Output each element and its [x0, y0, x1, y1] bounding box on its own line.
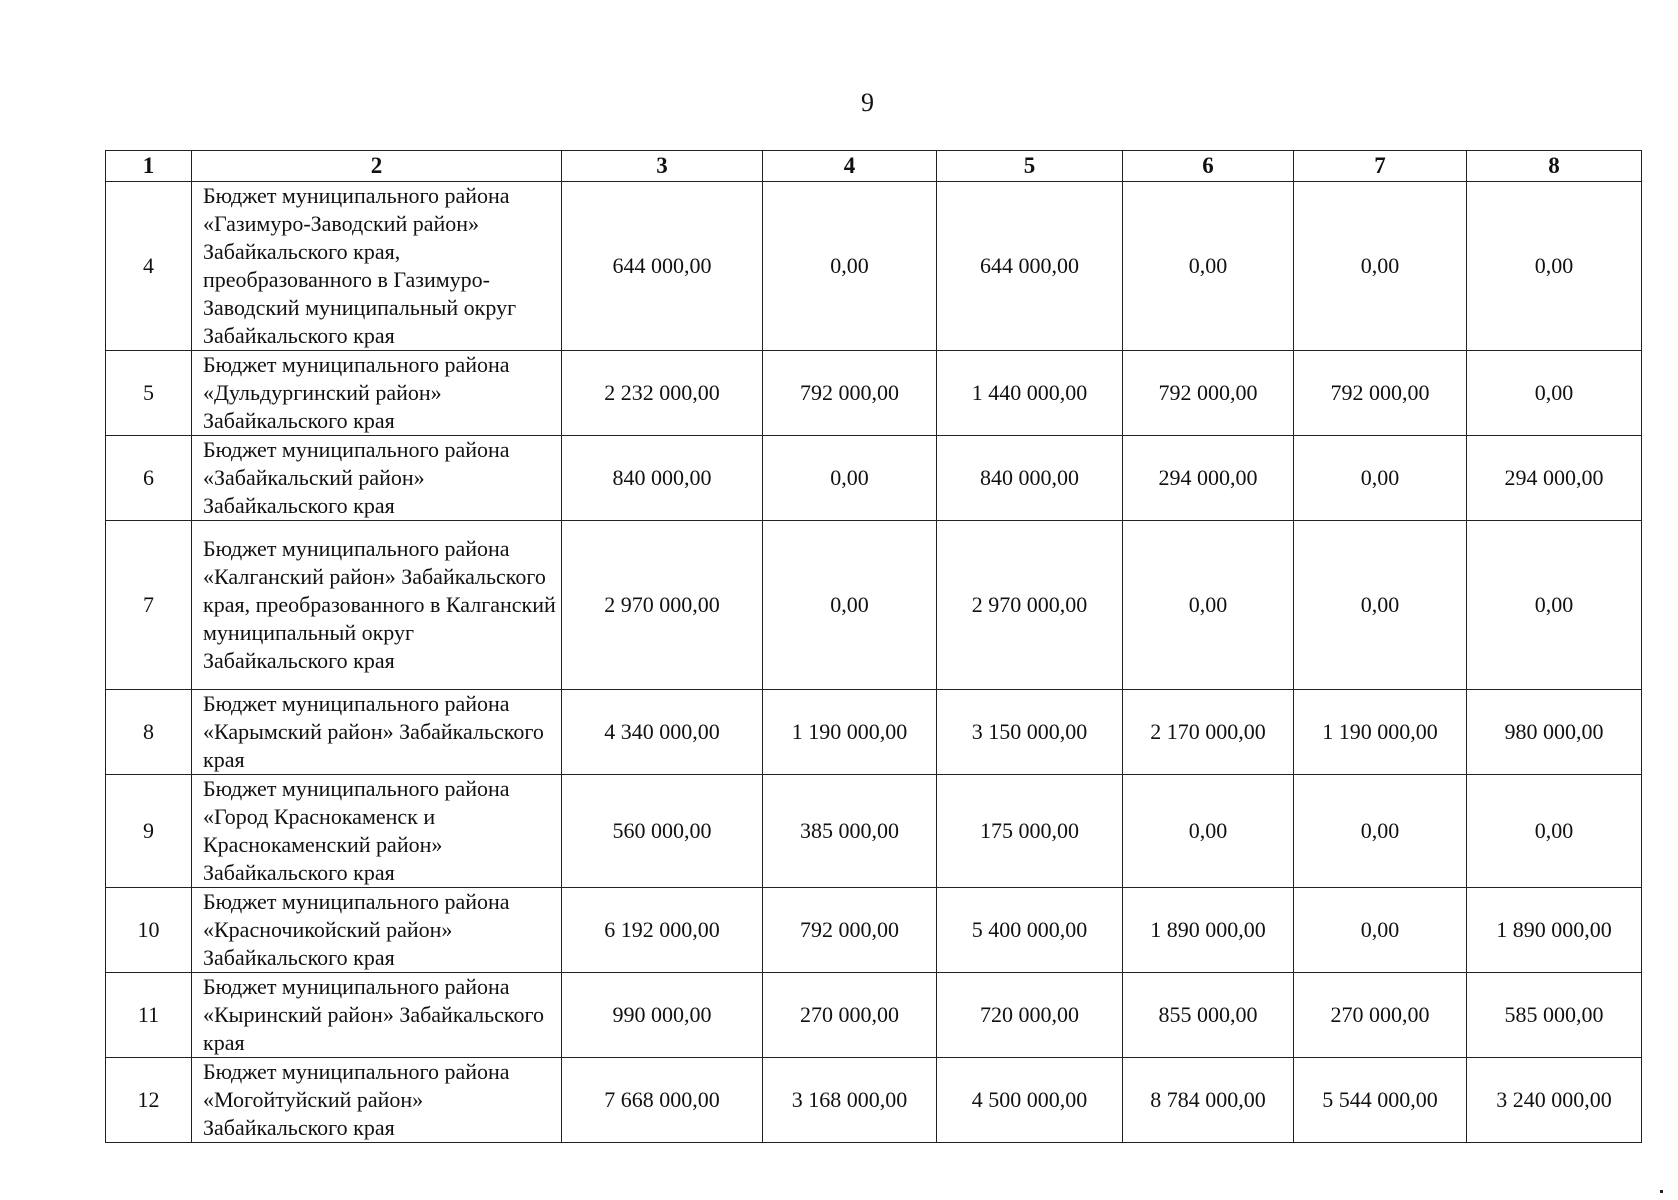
value-col-5: 720 000,00	[937, 973, 1123, 1058]
budget-name: Бюджет муниципального района «Кыринский район» Забайкальского края	[192, 973, 562, 1058]
value-col-3: 7 668 000,00	[562, 1058, 763, 1143]
value-col-4: 0,00	[763, 182, 937, 351]
value-col-7: 0,00	[1294, 888, 1467, 973]
value-col-5: 1 440 000,00	[937, 351, 1123, 436]
value-col-3: 990 000,00	[562, 973, 763, 1058]
value-col-4: 792 000,00	[763, 888, 937, 973]
table-row	[106, 182, 1642, 351]
value-col-8: 0,00	[1467, 351, 1642, 436]
value-col-8: 3 240 000,00	[1467, 1058, 1642, 1143]
value-col-3: 644 000,00	[562, 182, 763, 351]
value-col-3: 2 232 000,00	[562, 351, 763, 436]
value-col-3: 560 000,00	[562, 775, 763, 888]
row-number: 11	[106, 973, 192, 1058]
budget-name: Бюджет муниципального района «Красночикойский район» Забайкальского края	[192, 888, 562, 973]
scan-artifact-dot	[1660, 1190, 1663, 1193]
value-col-4: 1 190 000,00	[763, 690, 937, 775]
value-col-8: 585 000,00	[1467, 973, 1642, 1058]
header-col-2: 2	[192, 151, 562, 182]
budget-name: Бюджет муниципального района «Дульдургинский район» Забайкальского края	[192, 351, 562, 436]
value-col-8: 0,00	[1467, 182, 1642, 351]
value-col-7: 1 190 000,00	[1294, 690, 1467, 775]
value-col-8: 1 890 000,00	[1467, 888, 1642, 973]
value-col-5: 4 500 000,00	[937, 1058, 1123, 1143]
value-col-8: 294 000,00	[1467, 436, 1642, 521]
value-col-7: 0,00	[1294, 182, 1467, 351]
row-number: 4	[106, 182, 192, 351]
value-col-7: 0,00	[1294, 436, 1467, 521]
value-col-8: 980 000,00	[1467, 690, 1642, 775]
header-col-1: 1	[106, 151, 192, 182]
table-row	[106, 690, 1642, 775]
budget-name: Бюджет муниципального района «Город Краснокаменск и Краснокаменский район» Забайкальского края	[192, 775, 562, 888]
value-col-5: 3 150 000,00	[937, 690, 1123, 775]
value-col-6: 0,00	[1123, 775, 1294, 888]
value-col-8: 0,00	[1467, 521, 1642, 690]
header-col-4: 4	[763, 151, 937, 182]
value-col-7: 792 000,00	[1294, 351, 1467, 436]
value-col-6: 0,00	[1123, 521, 1294, 690]
budget-name: Бюджет муниципального района «Забайкальский район» Забайкальского края	[192, 436, 562, 521]
row-number: 12	[106, 1058, 192, 1143]
header-col-7: 7	[1294, 151, 1467, 182]
page-number: 9	[861, 88, 874, 117]
table-row	[106, 775, 1642, 888]
value-col-3: 840 000,00	[562, 436, 763, 521]
table-row	[106, 351, 1642, 436]
value-col-3: 4 340 000,00	[562, 690, 763, 775]
value-col-5: 5 400 000,00	[937, 888, 1123, 973]
value-col-4: 3 168 000,00	[763, 1058, 937, 1143]
value-col-6: 855 000,00	[1123, 973, 1294, 1058]
header-col-5: 5	[937, 151, 1123, 182]
budget-name: Бюджет муниципального района «Могойтуйский район» Забайкальского края	[192, 1058, 562, 1143]
value-col-4: 0,00	[763, 436, 937, 521]
row-number: 7	[106, 521, 192, 690]
row-number: 10	[106, 888, 192, 973]
table-row	[106, 888, 1642, 973]
value-col-4: 0,00	[763, 521, 937, 690]
table-row	[106, 436, 1642, 521]
value-col-7: 270 000,00	[1294, 973, 1467, 1058]
header-col-6: 6	[1123, 151, 1294, 182]
row-number: 8	[106, 690, 192, 775]
row-number: 9	[106, 775, 192, 888]
row-number: 5	[106, 351, 192, 436]
header-col-3: 3	[562, 151, 763, 182]
budget-name: Бюджет муниципального района «Газимуро-Заводский район» Забайкальского края, преобразованного в Газимуро-Заводский муниципальный округ Забайкальского края	[192, 182, 562, 351]
value-col-6: 792 000,00	[1123, 351, 1294, 436]
value-col-4: 385 000,00	[763, 775, 937, 888]
budget-name: Бюджет муниципального района «Карымский район» Забайкальского края	[192, 690, 562, 775]
value-col-5: 644 000,00	[937, 182, 1123, 351]
value-col-5: 2 970 000,00	[937, 521, 1123, 690]
row-number: 6	[106, 436, 192, 521]
header-col-8: 8	[1467, 151, 1642, 182]
value-col-7: 5 544 000,00	[1294, 1058, 1467, 1143]
budget-name: Бюджет муниципального района «Калганский район» Забайкальского края, преобразованного в Калганский муниципальный округ Забайкальского края	[192, 521, 562, 690]
value-col-6: 1 890 000,00	[1123, 888, 1294, 973]
budget-table	[105, 150, 1642, 1143]
value-col-5: 175 000,00	[937, 775, 1123, 888]
table-row	[106, 1058, 1642, 1143]
value-col-6: 294 000,00	[1123, 436, 1294, 521]
value-col-7: 0,00	[1294, 775, 1467, 888]
value-col-4: 270 000,00	[763, 973, 937, 1058]
table-row	[106, 973, 1642, 1058]
value-col-3: 2 970 000,00	[562, 521, 763, 690]
value-col-3: 6 192 000,00	[562, 888, 763, 973]
value-col-8: 0,00	[1467, 775, 1642, 888]
value-col-6: 8 784 000,00	[1123, 1058, 1294, 1143]
value-col-4: 792 000,00	[763, 351, 937, 436]
value-col-5: 840 000,00	[937, 436, 1123, 521]
value-col-6: 2 170 000,00	[1123, 690, 1294, 775]
value-col-7: 0,00	[1294, 521, 1467, 690]
value-col-6: 0,00	[1123, 182, 1294, 351]
header-row	[106, 151, 1642, 182]
table-row	[106, 521, 1642, 690]
